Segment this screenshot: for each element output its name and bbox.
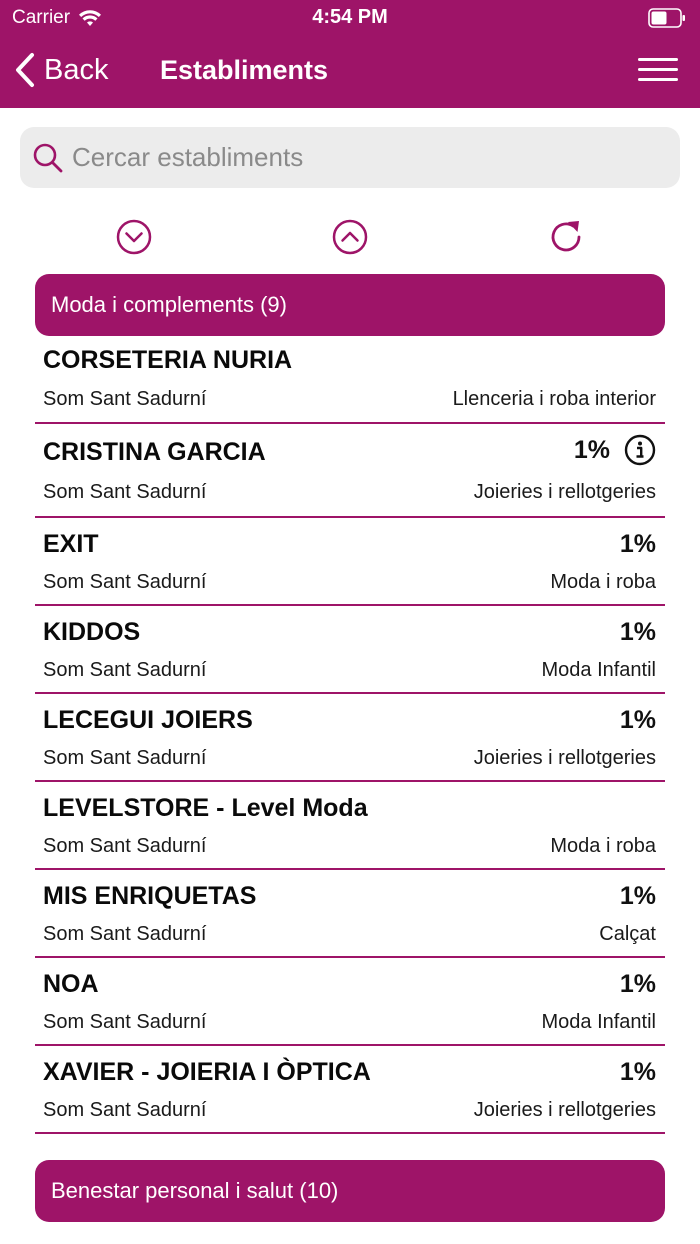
store-category: Moda Infantil xyxy=(541,659,656,681)
refresh-icon[interactable] xyxy=(546,217,586,257)
discount-percent: 1% xyxy=(573,435,610,464)
list-item[interactable] xyxy=(35,518,665,606)
store-category: Calçat xyxy=(599,923,656,945)
store-origin: Som Sant Sadurní xyxy=(43,835,207,857)
status-bar xyxy=(0,0,700,36)
store-origin: Som Sant Sadurní xyxy=(43,1011,207,1033)
store-origin: Som Sant Sadurní xyxy=(43,481,207,503)
store-name: KIDDOS xyxy=(43,618,141,646)
store-category: Joieries i rellotgeries xyxy=(473,1099,656,1121)
store-category: Moda i roba xyxy=(550,571,656,593)
section-header-benestar[interactable] xyxy=(35,1160,665,1222)
store-name: EXIT xyxy=(43,530,99,558)
store-name: LECEGUI JOIERS xyxy=(43,706,253,734)
chevron-up-circle-icon[interactable] xyxy=(330,217,370,257)
list-item[interactable] xyxy=(35,870,665,958)
nav-bar xyxy=(0,36,700,108)
store-name: CRISTINA GARCIA xyxy=(43,438,266,466)
discount-percent: 1% xyxy=(619,618,656,646)
store-origin: Som Sant Sadurní xyxy=(43,923,207,945)
store-category: Joieries i rellotgeries xyxy=(473,481,656,503)
list-item[interactable] xyxy=(35,424,665,518)
discount-percent: 1% xyxy=(619,1058,656,1086)
list-item[interactable] xyxy=(35,958,665,1046)
search-icon xyxy=(32,142,64,174)
list-toolbar xyxy=(0,217,700,257)
list-item[interactable] xyxy=(35,336,665,424)
battery-icon xyxy=(648,8,686,28)
discount-percent: 1% xyxy=(619,970,656,998)
section-header-label: Moda i complements (9) xyxy=(51,292,287,317)
store-origin: Som Sant Sadurní xyxy=(43,1099,207,1121)
store-name: NOA xyxy=(43,970,99,998)
search-bar xyxy=(20,127,680,188)
discount-percent: 1% xyxy=(619,882,656,910)
store-category: Llenceria i roba interior xyxy=(452,388,656,410)
back-label: Back xyxy=(44,53,109,86)
page-title: Establiments xyxy=(160,55,329,85)
carrier-label: Carrier xyxy=(12,7,71,28)
store-list xyxy=(35,336,665,1134)
store-origin: Som Sant Sadurní xyxy=(43,659,207,681)
store-origin: Som Sant Sadurní xyxy=(43,571,207,593)
clock: 4:54 PM xyxy=(312,6,388,28)
back-button[interactable] xyxy=(14,52,108,88)
info-icon[interactable] xyxy=(624,434,656,466)
section-header-label: Benestar personal i salut (10) xyxy=(51,1178,339,1203)
list-item[interactable] xyxy=(35,694,665,782)
store-category: Joieries i rellotgeries xyxy=(473,747,656,769)
store-name: MIS ENRIQUETAS xyxy=(43,882,257,910)
store-origin: Som Sant Sadurní xyxy=(43,388,207,410)
hamburger-menu-icon[interactable] xyxy=(638,58,678,86)
search-input[interactable] xyxy=(72,142,652,173)
store-name: CORSETERIA NURIA xyxy=(43,346,293,374)
list-item[interactable] xyxy=(35,606,665,694)
list-item[interactable] xyxy=(35,1046,665,1134)
store-category: Moda Infantil xyxy=(541,1011,656,1033)
list-item[interactable] xyxy=(35,782,665,870)
section-header-moda[interactable] xyxy=(35,274,665,336)
store-name: XAVIER - JOIERIA I ÒPTICA xyxy=(43,1058,371,1086)
store-origin: Som Sant Sadurní xyxy=(43,747,207,769)
discount-percent: 1% xyxy=(619,530,656,558)
store-category: Moda i roba xyxy=(550,835,656,857)
chevron-down-circle-icon[interactable] xyxy=(114,217,154,257)
discount-percent: 1% xyxy=(619,706,656,734)
chevron-left-icon xyxy=(14,52,36,88)
store-name: LEVELSTORE - Level Moda xyxy=(43,794,368,822)
